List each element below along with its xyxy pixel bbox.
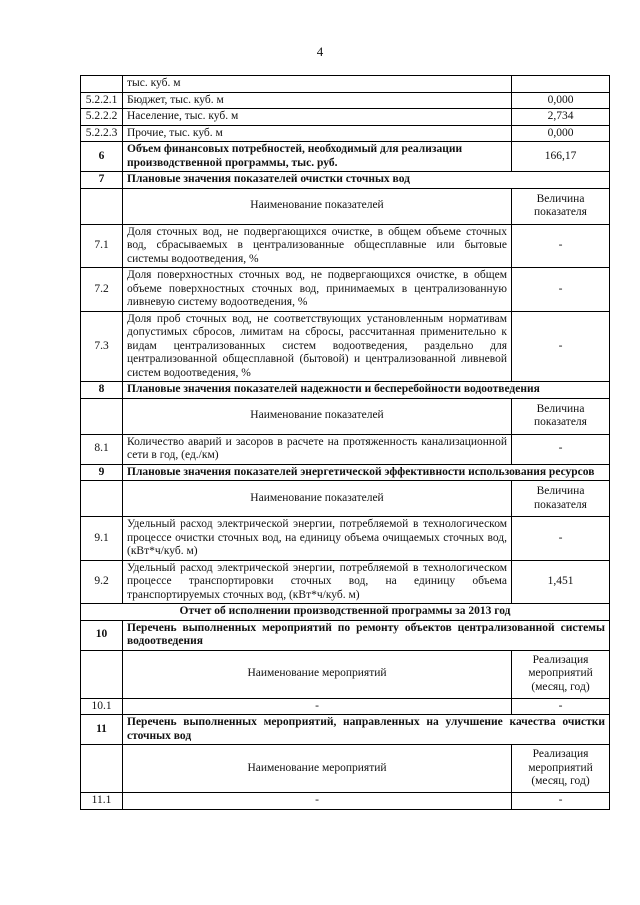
row-text: Население, тыс. куб. м <box>123 109 512 126</box>
row-value: - <box>512 793 610 810</box>
section-10-header-row <box>81 650 610 698</box>
report-title-row <box>81 604 610 621</box>
row-text: Удельный расход электрической энергии, потребляемой в технологическом процессе очистки сточных вод, на единицу объема очищаемых сточных вод, (кВт*ч/куб. м) <box>123 517 512 561</box>
table-row <box>81 92 610 109</box>
section-10-title-row <box>81 620 610 650</box>
row-text: - <box>123 698 512 715</box>
column-header-name: Наименование показателей <box>123 481 512 517</box>
row-value: 1,451 <box>512 560 610 604</box>
table-row <box>81 268 610 312</box>
row-text: Доля сточных вод, не подвергающихся очистке, в общем объеме сточных вод, сбрасываемых в централизованные общесплавные или бытовые системы водоотведения, % <box>123 224 512 268</box>
section-7-title-row <box>81 172 610 189</box>
section-11-header-row <box>81 745 610 793</box>
row-value <box>512 76 610 93</box>
row-value: 2,734 <box>512 109 610 126</box>
column-header-name: Наименование мероприятий <box>123 745 512 793</box>
row-value: - <box>512 224 610 268</box>
row-text: - <box>123 793 512 810</box>
row-value: - <box>512 434 610 464</box>
section-6-row <box>81 142 610 172</box>
section-number: 10 <box>81 620 123 650</box>
section-title: Объем финансовых потребностей, необходимый для реализации производственной программы, тыс. руб. <box>123 142 512 172</box>
program-table <box>80 75 610 810</box>
page-number: 4 <box>316 44 324 59</box>
row-text: Количество аварий и засоров в расчете на протяженность канализационной сети в год, (ед./км) <box>123 434 512 464</box>
section-title: Плановые значения показателей энергетической эффективности использования ресурсов <box>123 464 610 481</box>
column-header-value: Реализация мероприятий (месяц, год) <box>512 650 610 698</box>
section-number: 9 <box>81 464 123 481</box>
section-11-title-row <box>81 715 610 745</box>
section-number: 6 <box>81 142 123 172</box>
section-title: Плановые значения показателей очистки сточных вод <box>123 172 610 189</box>
report-title: Отчет об исполнении производственной программы за 2013 год <box>81 604 610 621</box>
row-number: 11.1 <box>81 793 123 810</box>
row-text: Доля проб сточных вод, не соответствующих установленным нормативам допустимых сбросов, лимитам на сбросы, рассчитанная применительно к видам централизованных систем водоотведения, раздельно для централизованной общесплавной (бытовой) и централизованной ливневой систем водоотведения, % <box>123 311 512 382</box>
row-number <box>81 76 123 93</box>
section-8-header-row <box>81 398 610 434</box>
row-number: 7.3 <box>81 311 123 382</box>
section-title: Плановые значения показателей надежности и бесперебойности водоотведения <box>123 382 610 399</box>
row-value: - <box>512 517 610 561</box>
table-row <box>81 311 610 382</box>
row-value: - <box>512 698 610 715</box>
section-number: 8 <box>81 382 123 399</box>
row-value: 0,000 <box>512 125 610 142</box>
row-text: Доля поверхностных сточных вод, не подвергающихся очистке, в общем объеме поверхностных сточных вод, принимаемых в централизованную ливневую систему водоотведения, % <box>123 268 512 312</box>
row-number: 5.2.2.3 <box>81 125 123 142</box>
row-number: 10.1 <box>81 698 123 715</box>
column-header-name: Наименование мероприятий <box>123 650 512 698</box>
row-text: Бюджет, тыс. куб. м <box>123 92 512 109</box>
table-row <box>81 76 610 93</box>
section-title: Перечень выполненных мероприятий, направленных на улучшение качества очистки сточных вод <box>123 715 610 745</box>
section-number: 11 <box>81 715 123 745</box>
row-number: 9.2 <box>81 560 123 604</box>
row-text: Удельный расход электрической энергии, потребляемой в технологическом процессе транспортировки сточных вод, на единицу объема транспортируемых сточных вод, (кВт*ч/куб. м) <box>123 560 512 604</box>
row-value: - <box>512 268 610 312</box>
table-row <box>81 698 610 715</box>
table-row <box>81 517 610 561</box>
row-number: 5.2.2.2 <box>81 109 123 126</box>
section-8-title-row <box>81 382 610 399</box>
column-header-name: Наименование показателей <box>123 398 512 434</box>
row-value: 0,000 <box>512 92 610 109</box>
section-9-title-row <box>81 464 610 481</box>
table-row <box>81 793 610 810</box>
section-title: Перечень выполненных мероприятий по ремонту объектов централизованной системы водоотведения <box>123 620 610 650</box>
table-row <box>81 109 610 126</box>
column-header-value: Величина показателя <box>512 188 610 224</box>
row-number: 9.1 <box>81 517 123 561</box>
table-row <box>81 224 610 268</box>
row-value: - <box>512 311 610 382</box>
row-text: Прочие, тыс. куб. м <box>123 125 512 142</box>
section-7-header-row <box>81 188 610 224</box>
table-row <box>81 125 610 142</box>
table-row <box>81 560 610 604</box>
table-row <box>81 434 610 464</box>
section-number: 7 <box>81 172 123 189</box>
column-header-name: Наименование показателей <box>123 188 512 224</box>
row-text: тыс. куб. м <box>123 76 512 93</box>
row-number: 7.2 <box>81 268 123 312</box>
row-number: 7.1 <box>81 224 123 268</box>
column-header-value: Реализация мероприятий (месяц, год) <box>512 745 610 793</box>
section-9-header-row <box>81 481 610 517</box>
column-header-value: Величина показателя <box>512 481 610 517</box>
column-header-value: Величина показателя <box>512 398 610 434</box>
section-value: 166,17 <box>512 142 610 172</box>
row-number: 5.2.2.1 <box>81 92 123 109</box>
row-number: 8.1 <box>81 434 123 464</box>
